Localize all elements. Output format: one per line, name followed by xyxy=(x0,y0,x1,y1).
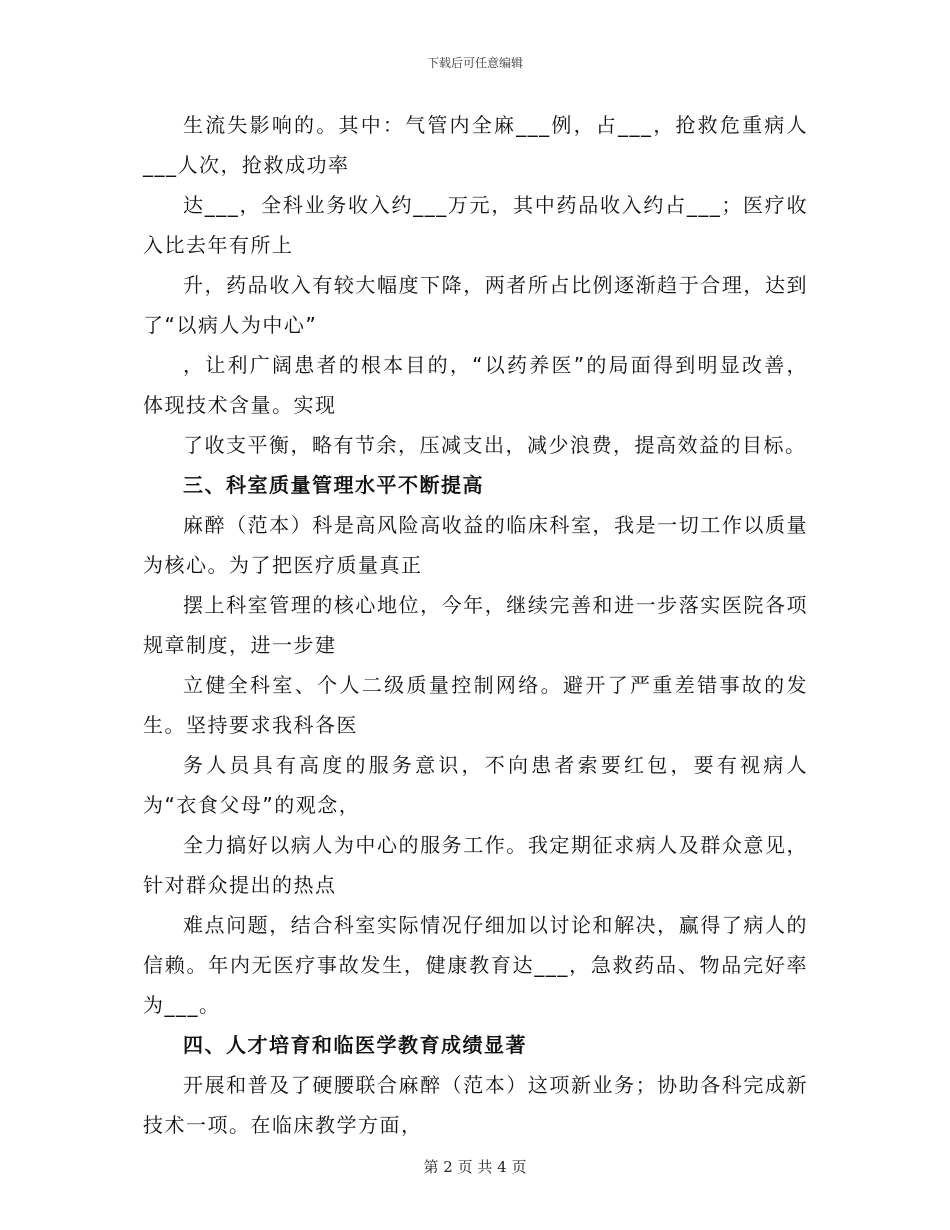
paragraph-12: 开展和普及了硬腰联合麻醉（范本）这项新业务；协助各科完成新技术一项。在临床教学方面， xyxy=(143,1073,808,1137)
paragraph-9: 务人员具有高度的服务意识，不向患者索要红包，要有视病人为“衣食父母”的观念， xyxy=(143,753,808,817)
paragraph-8: 立健全科室、个人二级质量控制网络。避开了严重差错事故的发生。坚持要求我科各医 xyxy=(143,673,808,737)
paragraph-7: 摆上科室管理的核心地位，今年，继续完善和进一步落实医院各项规章制度，进一步建 xyxy=(143,593,808,657)
paragraph-1: 生流失影响的。其中：气管内全麻___例，占___，抢救危重病人___人次，抢救成功率 xyxy=(143,113,808,177)
paragraph-4: ，让利广阔患者的根本目的，“以药养医”的局面得到明显改善，体现技术含量。实现 xyxy=(143,353,808,417)
document-body xyxy=(143,105,808,1145)
page-footer: 第 2 页 共 4 页 xyxy=(423,1158,527,1176)
section-heading-3: 三、科室质量管理水平不断提高 xyxy=(183,473,484,497)
paragraph-2: 达___，全科业务收入约___万元，其中药品收入约占___；医疗收入比去年有所上 xyxy=(143,193,808,257)
paragraph-6: 麻醉（范本）科是高风险高收益的临床科室，我是一切工作以质量为核心。为了把医疗质量真正 xyxy=(143,513,808,577)
paragraph-5: 了收支平衡，略有节余，压减支出，减少浪费，提高效益的目标。 xyxy=(183,433,807,457)
section-heading-4: 四、人才培育和临医学教育成绩显著 xyxy=(183,1033,527,1057)
paragraph-10: 全力搞好以病人为中心的服务工作。我定期征求病人及群众意见，针对群众提出的热点 xyxy=(143,833,808,897)
paragraph-11: 难点问题，结合科室实际情况仔细加以讨论和解决，赢得了病人的信赖。年内无医疗事故发生，健康教育达___，急救药品、物品完好率为___。 xyxy=(143,913,808,1017)
page-header: 下载后可任意编辑 xyxy=(426,56,523,70)
paragraph-3: 升，药品收入有较大幅度下降，两者所占比例逐渐趋于合理，达到了“以病人为中心” xyxy=(143,273,808,337)
